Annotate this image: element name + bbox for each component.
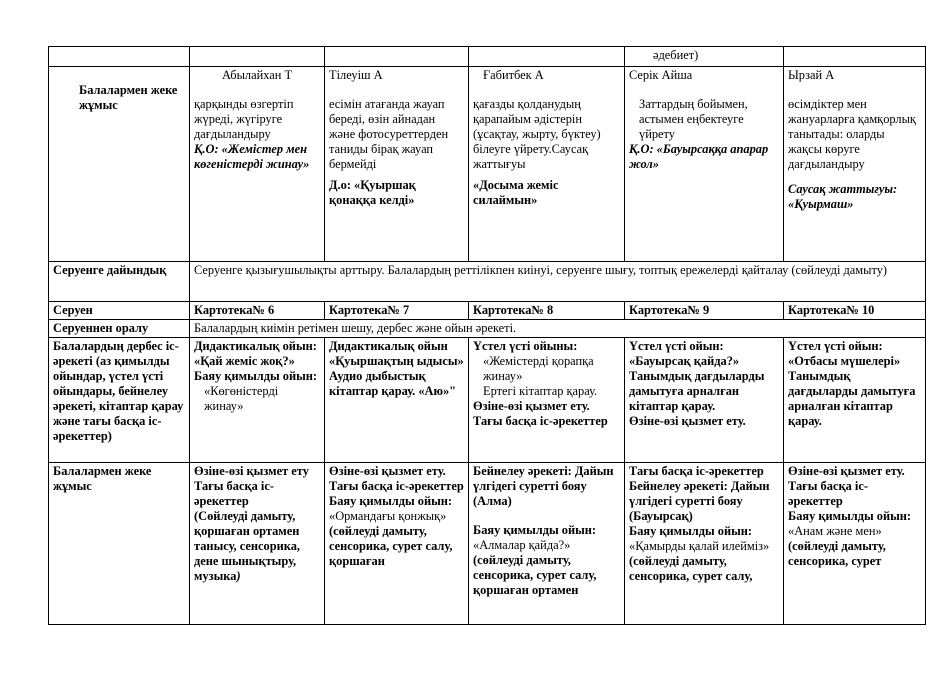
child-name: Ғабитбек А: [483, 68, 544, 82]
activity-text: Өзіне-өзі қызмет ету. Тағы басқа іс-әрекеттер: [473, 399, 608, 428]
work-text: Тағы басқа іс-әрекеттер Бейнелеу әрекеті: Дайын үлгідегі суретті бояу (Бауырсақ): [629, 464, 770, 523]
row-label-text: Серуеннен оралу: [53, 321, 149, 335]
walk-prep-text-cell: [190, 262, 926, 302]
cell-text: әдебиет): [653, 48, 699, 62]
child-task: есімін атағанда жауап береді, өзін айнадан және фотосуреттерден таниды бірақ жауап бермейді: [329, 97, 449, 171]
child-activity: Қ.О: «Бауырсаққа апарар жол»: [629, 142, 769, 171]
activity-text: Дидактикалық ойын: «Қай жеміс жоқ?»: [194, 339, 317, 368]
activity-text: Үстел үсті ойыны:: [473, 339, 578, 353]
work-text: Өзіне-өзі қызмет ету.: [329, 464, 446, 478]
cell-empty: [49, 47, 190, 67]
child-task: өсімдіктер мен жануарларға қамқорлық танытады: оларды жақсы көруге дағдыландыру: [788, 97, 916, 171]
row-label-text: Серуенге дайындық: [53, 263, 167, 277]
work-text: Баяу қимылды ойын:: [788, 509, 912, 523]
cell-empty: [784, 47, 926, 67]
cell-literature: [625, 47, 784, 67]
work-text: «Алмалар қайда?»: [473, 538, 571, 552]
row-label-text: Серуен: [53, 303, 93, 317]
table-row-top: [49, 47, 926, 67]
card-ref: Картотека№ 7: [329, 303, 410, 317]
row-label: [49, 262, 190, 302]
card-cell: [625, 302, 784, 320]
return-text: Балалардың киімін ретімен шешу, дербес және ойын әрекеті.: [194, 321, 517, 335]
child-cell-4: [625, 67, 784, 262]
card-ref: Картотека№ 10: [788, 303, 875, 317]
work-cell-1: [190, 463, 325, 625]
work-text: ): [236, 569, 241, 583]
work-text: «Ормандағы қонжық»: [329, 509, 447, 523]
work-text: Өзіне-өзі қызмет ету Тағы басқа іс-әрекеттер: [194, 464, 309, 508]
child-activity: «Досыма жеміс силаймын»: [473, 178, 559, 207]
card-ref: Картотека№ 9: [629, 303, 710, 317]
work-text: Баяу қимылды ойын:: [629, 524, 753, 538]
work-text: (сөйлеуді дамыту, сенсорика, сурет: [788, 539, 886, 568]
row-label-text: Балалармен жеке жұмыс: [53, 464, 152, 493]
work-cell-4: [625, 463, 784, 625]
cell-empty: [325, 47, 469, 67]
card-cell: [469, 302, 625, 320]
child-activity: Д.о: «Қуыршақ қонаққа келді»: [329, 178, 416, 207]
table-row-independent-activity: [49, 338, 926, 463]
work-text: (сөйлеуді дамыту, сенсорика, сурет салу, қоршаған ортамен: [473, 553, 597, 597]
work-text: Баяу қимылды ойын:: [473, 523, 597, 537]
card-ref: Картотека№ 6: [194, 303, 275, 317]
activity-text: Үстел үсті ойын: «Отбасы мүшелері» Танымдық дағдыларды дамытуға арналған кітаптар қарау.: [788, 339, 916, 428]
activity-text: Өзіне-өзі қызмет ету.: [629, 414, 746, 428]
work-text: «Қамырды қалай илейміз»: [629, 539, 770, 553]
row-label: [49, 320, 190, 338]
activity-text: «Жемістерді қорапқа жинау»: [483, 354, 594, 383]
card-cell: [325, 302, 469, 320]
activity-cell-2: [325, 338, 469, 463]
table-row-individual-work-1: [49, 67, 926, 262]
return-text-cell: [190, 320, 926, 338]
child-cell-3: [469, 67, 625, 262]
cell-empty: [469, 47, 625, 67]
row-label: [49, 463, 190, 625]
table-row-return: [49, 320, 926, 338]
activity-cell-5: [784, 338, 926, 463]
child-activity: Қ.О: «Жемістер мен көгеністерді жинау»: [194, 142, 310, 171]
card-cell: [190, 302, 325, 320]
table-row-walk-prep: [49, 262, 926, 302]
child-task: қағазды қолданудың қарапайым әдістерін (ұсақтау, жырту, бүктеу) білеуге үйрету.Саусақ жаттығуы: [473, 97, 601, 171]
child-name: Тілеуіш А: [329, 68, 383, 82]
row-label: [49, 67, 190, 262]
work-text: (Сөйлеуді дамыту, қоршаған ортамен танысу, сенсорика, дене шынықтыру, музыка: [194, 509, 300, 583]
row-label: [49, 338, 190, 463]
activity-text: Аудио дыбыстық кітаптар қарау. «Аю»": [329, 369, 457, 398]
child-cell-2: [325, 67, 469, 262]
child-task: Заттардың бойымен, астымен еңбектеуге үйрету: [639, 97, 748, 141]
activity-text: Баяу қимылды ойын:: [194, 369, 318, 383]
work-text: Тағы басқа іс-әрекеттер: [329, 479, 464, 493]
activity-text: Ертегі кітаптар қарау.: [483, 384, 598, 398]
work-text: (сөйлеуді дамыту, сенсорика, сурет салу,: [629, 554, 753, 583]
child-task: қарқынды өзгертіп жүреді, жүгіруге дағдыландыру: [194, 97, 294, 141]
activity-text: «Қуыршақтың ыдысы»: [329, 354, 464, 368]
row-label-text: Балалардың дербес іс-әрекеті (аз қимылды ойындар, үстел үсті ойындары, бейнелеу әрекеті, кітаптар қарау және тағы басқа іс-әрекеттер): [53, 339, 184, 443]
work-cell-3: [469, 463, 625, 625]
activity-cell-3: [469, 338, 625, 463]
cell-empty: [190, 47, 325, 67]
table-row-individual-work-2: [49, 463, 926, 625]
activity-cell-4: [625, 338, 784, 463]
activity-text: «Көгөністерді жинау»: [204, 384, 279, 413]
daily-plan-table: [48, 46, 926, 625]
work-cell-5: [784, 463, 926, 625]
work-cell-2: [325, 463, 469, 625]
child-activity: Саусақ жаттығуы: «Қуырмаш»: [788, 182, 898, 211]
work-text: «Анам және мен»: [788, 524, 882, 538]
activity-cell-1: [190, 338, 325, 463]
child-name: Ырзай А: [788, 68, 835, 82]
work-text: (сөйлеуді дамыту, сенсорика, сурет салу, қоршаған: [329, 524, 453, 568]
child-cell-1: [190, 67, 325, 262]
row-label: [49, 302, 190, 320]
work-text: Баяу қимылды ойын:: [329, 494, 453, 508]
row-label-text: Балалармен жеке жұмыс: [79, 83, 178, 112]
walk-prep-text: Серуенге қызығушылықты арттыру. Балалардың реттілікпен киінуі, серуенге шығу, топтық ережелерді қайталау (сөйлеуді дамыту): [194, 263, 888, 277]
activity-text: Дидактикалық ойын: [329, 339, 448, 353]
child-cell-5: [784, 67, 926, 262]
child-name: Абылайхан Т: [221, 68, 293, 82]
child-name: Серік Айша: [629, 68, 693, 82]
work-text: Өзіне-өзі қызмет ету. Тағы басқа іс-әрекеттер: [788, 464, 905, 508]
activity-text: Үстел үсті ойын: «Бауырсақ қайда?» Танымдық дағдыларды дамытуға арналған кітаптар қарау.: [629, 339, 765, 413]
table-row-walk: [49, 302, 926, 320]
card-cell: [784, 302, 926, 320]
work-text: Бейнелеу әрекеті: Дайын үлгідегі суретті бояу (Алма): [473, 464, 614, 508]
card-ref: Картотека№ 8: [473, 303, 554, 317]
